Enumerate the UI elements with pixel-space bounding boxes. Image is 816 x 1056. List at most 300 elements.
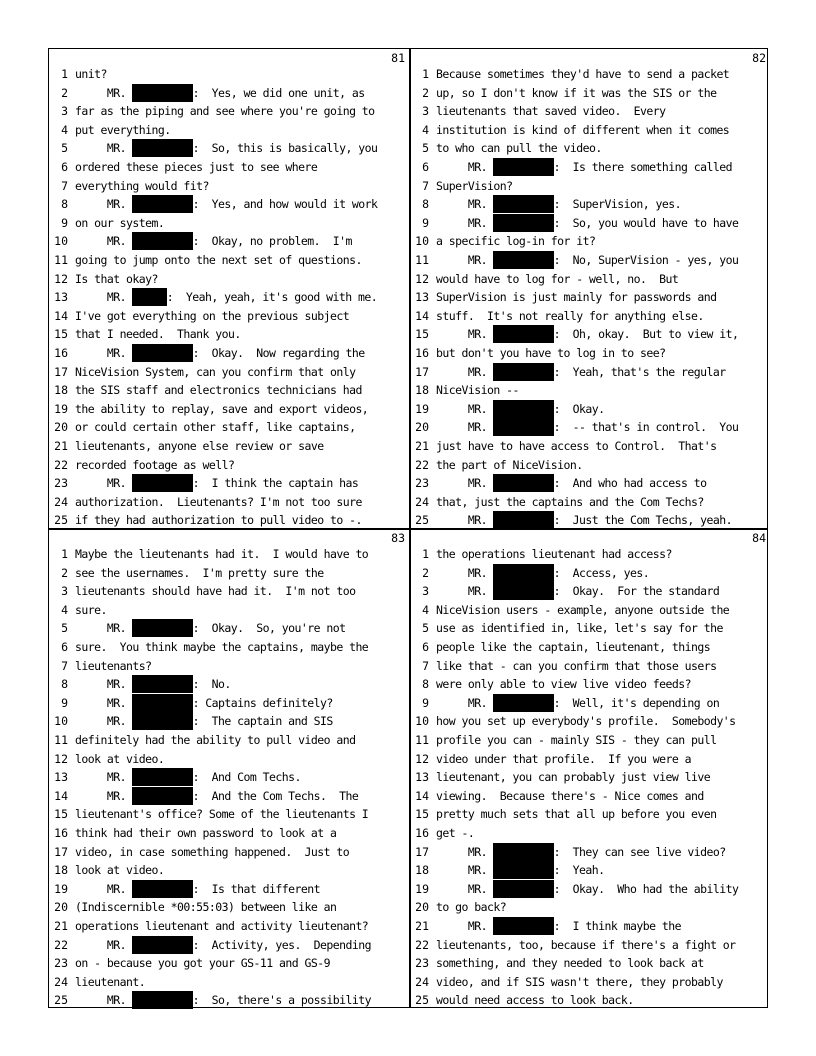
line-text xyxy=(436,694,719,712)
redacted-name-box xyxy=(132,936,192,954)
speaker-text: : Activity, yes. Depending xyxy=(192,937,372,952)
line-number: 8 xyxy=(61,677,68,692)
transcript-line xyxy=(61,195,453,213)
redacted-name-box xyxy=(493,214,553,232)
line-number: 5 xyxy=(422,141,429,156)
line-number: 25 xyxy=(54,513,68,528)
line-number: 1 xyxy=(422,547,429,561)
line-number: 18 xyxy=(415,863,429,878)
transcript-line xyxy=(422,84,814,102)
line-number: 3 xyxy=(61,584,68,599)
line-number: 22 xyxy=(54,457,68,472)
line-text: ordered these pieces just to see where xyxy=(75,160,318,174)
speaker-text: : And Com Techs. xyxy=(192,770,301,785)
transcript-line xyxy=(54,750,453,768)
line-text: Maybe the lieutenants had it. I would have to xyxy=(75,547,369,561)
line-text xyxy=(75,195,377,213)
transcript-line xyxy=(415,768,814,786)
line-text xyxy=(75,474,358,492)
speaker-text: : The captain and SIS xyxy=(192,714,333,729)
speaker-prefix: MR. xyxy=(75,993,133,1008)
line-number: 24 xyxy=(415,494,429,509)
line-text xyxy=(436,251,738,269)
speaker-prefix: MR. xyxy=(75,937,133,952)
line-text xyxy=(436,418,738,436)
transcript-line xyxy=(422,121,814,139)
line-text: look at video. xyxy=(75,863,165,878)
transcript-line xyxy=(415,400,814,418)
redacted-name-box xyxy=(493,363,553,381)
transcript-line xyxy=(422,582,814,600)
transcript-line xyxy=(54,917,453,935)
speaker-prefix: MR. xyxy=(75,346,133,360)
transcript-line xyxy=(54,991,453,1009)
line-text: were only able to view live video feeds? xyxy=(436,677,691,692)
speaker-prefix: MR. xyxy=(75,881,133,896)
line-text: the ability to replay, save and export videos, xyxy=(75,401,369,416)
speaker-text: : Okay, no problem. I'm xyxy=(192,234,352,249)
transcript-line xyxy=(415,787,814,805)
transcript-line xyxy=(54,954,453,972)
page-number: 81 xyxy=(391,51,405,65)
speaker-text: : Okay. Who had the ability xyxy=(553,881,739,896)
speaker-text: : So, there's a possibility xyxy=(192,993,372,1008)
page-number: 83 xyxy=(391,531,405,545)
line-text: get -. xyxy=(436,826,475,840)
transcript-line xyxy=(415,843,814,861)
speaker-prefix: MR. xyxy=(75,234,133,249)
transcript-line xyxy=(54,731,453,749)
line-number: 6 xyxy=(422,160,429,174)
line-text: stuff. It's not really for anything else. xyxy=(436,308,704,323)
redacted-name-box xyxy=(132,232,192,250)
speaker-text: : No, SuperVision - yes, you xyxy=(553,253,739,267)
transcript-line xyxy=(422,545,814,563)
transcript-line xyxy=(54,843,453,861)
redacted-name-box xyxy=(132,880,192,898)
speaker-prefix: MR. xyxy=(436,565,494,580)
transcript-line xyxy=(422,177,814,195)
line-number: 22 xyxy=(54,937,68,952)
transcript-line xyxy=(54,824,453,842)
line-text: video, and if SIS wasn't there, they probably xyxy=(436,974,723,989)
redacted-name-box xyxy=(132,675,192,693)
line-number: 13 xyxy=(54,770,68,785)
transcript-line xyxy=(422,601,814,619)
line-text: the operations lieutenant had access? xyxy=(436,547,672,561)
line-number: 2 xyxy=(422,565,429,580)
speaker-text: : Yeah, yeah, it's good with me. xyxy=(166,290,378,305)
speaker-text: : I think maybe the xyxy=(553,919,682,933)
transcript-line xyxy=(54,511,453,529)
speaker-text: : Is there something called xyxy=(553,160,733,174)
transcript-line xyxy=(61,121,453,139)
speaker-text: : So, this is basically, you xyxy=(192,141,378,156)
line-text: authorization. Lieutenants? I'm not too sure xyxy=(75,494,362,509)
line-number: 23 xyxy=(415,956,429,971)
line-number: 14 xyxy=(415,308,429,323)
line-text xyxy=(436,564,649,582)
line-number: 25 xyxy=(415,993,429,1008)
line-text: up, so I don't know if it was the SIS or the xyxy=(436,85,717,100)
line-number: 18 xyxy=(54,383,68,398)
transcript-line xyxy=(54,363,453,381)
line-number: 5 xyxy=(61,141,68,156)
speaker-text: : Is that different xyxy=(192,881,321,896)
line-text: if they had authorization to pull video to -. xyxy=(75,513,362,528)
line-text xyxy=(436,582,719,600)
speaker-prefix: MR. xyxy=(436,197,494,212)
transcript-line xyxy=(415,917,814,935)
transcript-line xyxy=(54,270,453,288)
transcript-line xyxy=(54,456,453,474)
transcript-page-83 xyxy=(48,528,409,1008)
speaker-text: : Yeah. xyxy=(553,863,605,878)
redacted-name-box xyxy=(493,195,553,213)
transcript-line xyxy=(415,288,814,306)
redacted-name-box xyxy=(132,787,192,805)
speaker-text: : Okay. So, you're not xyxy=(192,621,346,636)
line-number: 20 xyxy=(54,420,68,435)
transcript-line xyxy=(54,288,453,306)
line-text: lieutenant, you can probably just view live xyxy=(436,770,711,785)
speaker-text: : Okay. Now regarding the xyxy=(192,346,365,360)
line-text xyxy=(436,880,738,898)
speaker-prefix: MR. xyxy=(436,919,494,933)
speaker-text: : Well, it's depending on xyxy=(553,695,720,710)
transcript-line xyxy=(415,418,814,436)
line-text: would have to log for - well, no. But xyxy=(436,271,679,286)
transcript-line xyxy=(61,694,453,712)
speaker-prefix: MR. xyxy=(436,420,494,435)
line-number: 10 xyxy=(415,714,429,729)
transcript-line xyxy=(54,307,453,325)
line-text xyxy=(436,363,726,381)
transcript-line xyxy=(415,381,814,399)
line-text: the SIS staff and electronics technicians had xyxy=(75,383,362,398)
line-text: on our system. xyxy=(75,215,165,230)
redacted-name-box xyxy=(493,861,553,879)
line-number: 3 xyxy=(422,584,429,599)
line-text: that I needed. Thank you. xyxy=(75,327,241,342)
transcript-line xyxy=(61,582,453,600)
line-number: 16 xyxy=(415,346,429,360)
transcript-line xyxy=(54,768,453,786)
transcript-line xyxy=(422,214,814,232)
line-text: look at video. xyxy=(75,751,165,766)
line-text xyxy=(436,214,738,232)
transcript-line xyxy=(54,973,453,991)
transcript-line xyxy=(415,805,814,823)
transcript-line xyxy=(415,363,814,381)
line-number: 3 xyxy=(422,104,429,119)
line-number: 21 xyxy=(54,439,68,453)
line-number: 6 xyxy=(422,640,429,654)
transcript-line xyxy=(54,805,453,823)
transcript-line xyxy=(61,158,453,176)
line-text: to who can pull the video. xyxy=(436,141,602,156)
line-text: would need access to look back. xyxy=(436,993,634,1008)
line-number: 2 xyxy=(61,85,68,100)
line-number: 24 xyxy=(54,974,68,989)
line-text: a specific log-in for it? xyxy=(436,234,596,249)
line-text: the part of NiceVision. xyxy=(436,457,583,472)
line-number: 24 xyxy=(415,974,429,989)
line-number: 4 xyxy=(422,122,429,137)
line-text: recorded footage as well? xyxy=(75,457,235,472)
line-text: institution is kind of different when it comes xyxy=(436,122,730,137)
speaker-text: : Yeah, that's the regular xyxy=(553,364,726,379)
speaker-prefix: MR. xyxy=(75,141,133,156)
line-number: 22 xyxy=(415,937,429,952)
transcript-line xyxy=(422,675,814,693)
line-text xyxy=(436,158,732,176)
transcript-line xyxy=(54,232,453,250)
line-text: I've got everything on the previous subject xyxy=(75,308,350,323)
speaker-prefix: MR. xyxy=(436,513,494,528)
speaker-prefix: MR. xyxy=(436,401,494,416)
transcript-line xyxy=(415,325,814,343)
line-number: 10 xyxy=(415,234,429,249)
transcript-line xyxy=(54,474,453,492)
page-number: 82 xyxy=(752,51,766,65)
line-text xyxy=(436,195,681,213)
line-number: 9 xyxy=(61,695,68,710)
line-number: 22 xyxy=(415,457,429,472)
line-number: 17 xyxy=(415,844,429,859)
transcript-line xyxy=(61,675,453,693)
line-number: 20 xyxy=(415,420,429,435)
line-number: 19 xyxy=(54,401,68,416)
line-text xyxy=(75,288,377,306)
speaker-prefix: MR. xyxy=(75,788,133,803)
redacted-name-box xyxy=(132,344,192,362)
line-text: lieutenants, anyone else review or save xyxy=(75,439,324,453)
transcript-line xyxy=(415,898,814,916)
redacted-name-box xyxy=(132,991,192,1009)
line-text: lieutenant's office? Some of the lieutenants I xyxy=(75,807,369,822)
transcript-line xyxy=(422,65,814,83)
transcript-line xyxy=(422,102,814,120)
redacted-name-box xyxy=(132,288,166,306)
line-text: lieutenants should have had it. I'm not too xyxy=(75,584,356,599)
speaker-text: : No. xyxy=(192,677,231,692)
redacted-name-box xyxy=(493,251,553,269)
line-number: 24 xyxy=(54,494,68,509)
speaker-text: : So, you would have to have xyxy=(553,215,739,230)
transcript-line xyxy=(61,545,453,563)
line-number: 12 xyxy=(54,271,68,286)
line-number: 12 xyxy=(415,751,429,766)
line-text: (Indiscernible *00:55:03) between like an xyxy=(75,900,337,915)
transcript-line xyxy=(422,564,814,582)
redacted-name-box xyxy=(493,325,553,343)
line-number: 17 xyxy=(54,844,68,859)
speaker-prefix: MR. xyxy=(436,695,494,710)
line-text xyxy=(436,400,605,418)
speaker-prefix: MR. xyxy=(75,677,133,692)
line-number: 14 xyxy=(54,788,68,803)
transcript-line xyxy=(61,657,453,675)
line-number: 14 xyxy=(415,788,429,803)
line-text: people like the captain, lieutenant, things xyxy=(436,640,711,654)
line-text: lieutenants? xyxy=(75,658,152,673)
line-text: profile you can - mainly SIS - they can pull xyxy=(436,733,717,747)
line-number: 13 xyxy=(54,290,68,305)
speaker-text: : -- that's in control. You xyxy=(553,420,739,435)
speaker-prefix: MR. xyxy=(436,881,494,896)
speaker-prefix: MR. xyxy=(75,714,133,729)
transcript-line xyxy=(422,638,814,656)
redacted-name-box xyxy=(132,195,192,213)
speaker-prefix: MR. xyxy=(75,770,133,785)
line-text: operations lieutenant and activity lieutenant? xyxy=(75,919,369,933)
line-text xyxy=(436,511,732,529)
transcript-line xyxy=(415,437,814,455)
line-number: 8 xyxy=(61,197,68,212)
transcript-line xyxy=(422,694,814,712)
line-number: 21 xyxy=(415,919,429,933)
speaker-text: : I think the captain has xyxy=(192,476,359,491)
line-number: 11 xyxy=(54,733,68,747)
line-number: 13 xyxy=(415,290,429,305)
line-number: 17 xyxy=(54,364,68,379)
line-text: viewing. Because there's - Nice comes and xyxy=(436,788,704,803)
line-text: SuperVision is just mainly for passwords and xyxy=(436,290,717,305)
speaker-text: : Oh, okay. But to view it, xyxy=(553,327,739,342)
line-number: 4 xyxy=(422,602,429,617)
line-text: NiceVision users - example, anyone outside the xyxy=(436,602,730,617)
line-text: sure. xyxy=(75,602,107,617)
transcript-line xyxy=(415,270,814,288)
speaker-text: : They can see live video? xyxy=(553,844,726,859)
line-number: 15 xyxy=(54,807,68,822)
line-number: 6 xyxy=(61,640,68,654)
line-number: 18 xyxy=(415,383,429,398)
transcript-line xyxy=(415,456,814,474)
line-number: 11 xyxy=(415,253,429,267)
line-number: 21 xyxy=(54,919,68,933)
line-text: pretty much sets that all up before you even xyxy=(436,807,717,822)
redacted-name-box xyxy=(493,474,553,492)
line-text: lieutenant. xyxy=(75,974,146,989)
line-number: 8 xyxy=(422,677,429,692)
line-number: 16 xyxy=(54,346,68,360)
transcript-line xyxy=(415,493,814,511)
speaker-text: : And who had access to xyxy=(553,476,707,491)
line-number: 23 xyxy=(54,956,68,971)
speaker-prefix: MR. xyxy=(75,85,133,100)
speaker-prefix: MR. xyxy=(75,695,133,710)
line-number: 4 xyxy=(61,122,68,137)
transcript-page-81 xyxy=(48,48,409,528)
transcript-line xyxy=(415,861,814,879)
line-number: 6 xyxy=(61,160,68,174)
line-text: NiceVision System, can you confirm that only xyxy=(75,364,356,379)
transcript-line xyxy=(415,731,814,749)
line-text: Because sometimes they'd have to send a packet xyxy=(436,67,730,81)
line-number: 23 xyxy=(54,476,68,491)
line-text: video under that profile. If you were a xyxy=(436,751,691,766)
line-number: 16 xyxy=(54,826,68,840)
speaker-prefix: MR. xyxy=(75,197,133,212)
line-text: use as identified in, like, let's say for the xyxy=(436,621,723,636)
line-text xyxy=(75,619,346,637)
line-number: 15 xyxy=(415,327,429,342)
transcript-line xyxy=(415,954,814,972)
redacted-name-box xyxy=(132,768,192,786)
transcript-line xyxy=(54,251,453,269)
line-text: think had their own password to look at a xyxy=(75,826,337,840)
line-number: 10 xyxy=(54,234,68,249)
redacted-name-box xyxy=(493,843,553,861)
line-text xyxy=(75,675,231,693)
transcript-line xyxy=(54,880,453,898)
transcript-line xyxy=(415,251,814,269)
redacted-name-box xyxy=(132,712,192,730)
speaker-prefix: MR. xyxy=(436,863,494,878)
speaker-text: : Yes, and how would it work xyxy=(192,197,378,212)
line-number: 7 xyxy=(61,178,68,193)
redacted-name-box xyxy=(493,400,553,418)
speaker-prefix: MR. xyxy=(75,621,133,636)
speaker-prefix: MR. xyxy=(436,160,494,174)
line-number: 14 xyxy=(54,308,68,323)
redacted-name-box xyxy=(493,917,553,935)
line-number: 2 xyxy=(61,565,68,580)
redacted-name-box xyxy=(132,139,192,157)
redacted-name-box xyxy=(493,582,553,600)
line-number: 1 xyxy=(61,67,68,81)
redacted-name-box xyxy=(132,84,192,102)
transcript-line xyxy=(422,195,814,213)
redacted-name-box xyxy=(132,619,192,637)
line-text xyxy=(75,344,365,362)
line-text: like that - can you confirm that those users xyxy=(436,658,717,673)
transcript-line xyxy=(415,936,814,954)
line-text xyxy=(436,474,707,492)
line-number: 5 xyxy=(61,621,68,636)
line-text xyxy=(75,880,320,898)
transcript-line xyxy=(61,139,453,157)
line-text: unit? xyxy=(75,67,107,81)
line-number: 7 xyxy=(422,178,429,193)
transcript-line xyxy=(54,787,453,805)
line-text: how you set up everybody's profile. Somebody's xyxy=(436,714,736,729)
line-text: or could certain other staff, like captains, xyxy=(75,420,356,435)
transcript-line xyxy=(54,437,453,455)
transcript-line xyxy=(415,712,814,730)
speaker-prefix: MR. xyxy=(436,476,494,491)
line-number: 18 xyxy=(54,863,68,878)
transcript-line xyxy=(415,511,814,529)
line-text: lieutenants, too, because if there's a fight or xyxy=(436,937,736,952)
line-number: 7 xyxy=(61,658,68,673)
transcript-line xyxy=(54,898,453,916)
line-text: lieutenants that saved video. Every xyxy=(436,104,666,119)
transcript-line xyxy=(54,344,453,362)
line-text xyxy=(75,991,371,1009)
speaker-text: : Just the Com Techs, yeah. xyxy=(553,513,733,528)
transcript-line xyxy=(54,712,453,730)
line-number: 23 xyxy=(415,476,429,491)
transcript-line xyxy=(422,139,814,157)
line-text: see the usernames. I'm pretty sure the xyxy=(75,565,324,580)
line-number: 25 xyxy=(54,993,68,1008)
line-text xyxy=(75,768,301,786)
line-text xyxy=(75,936,371,954)
transcript-line xyxy=(54,861,453,879)
